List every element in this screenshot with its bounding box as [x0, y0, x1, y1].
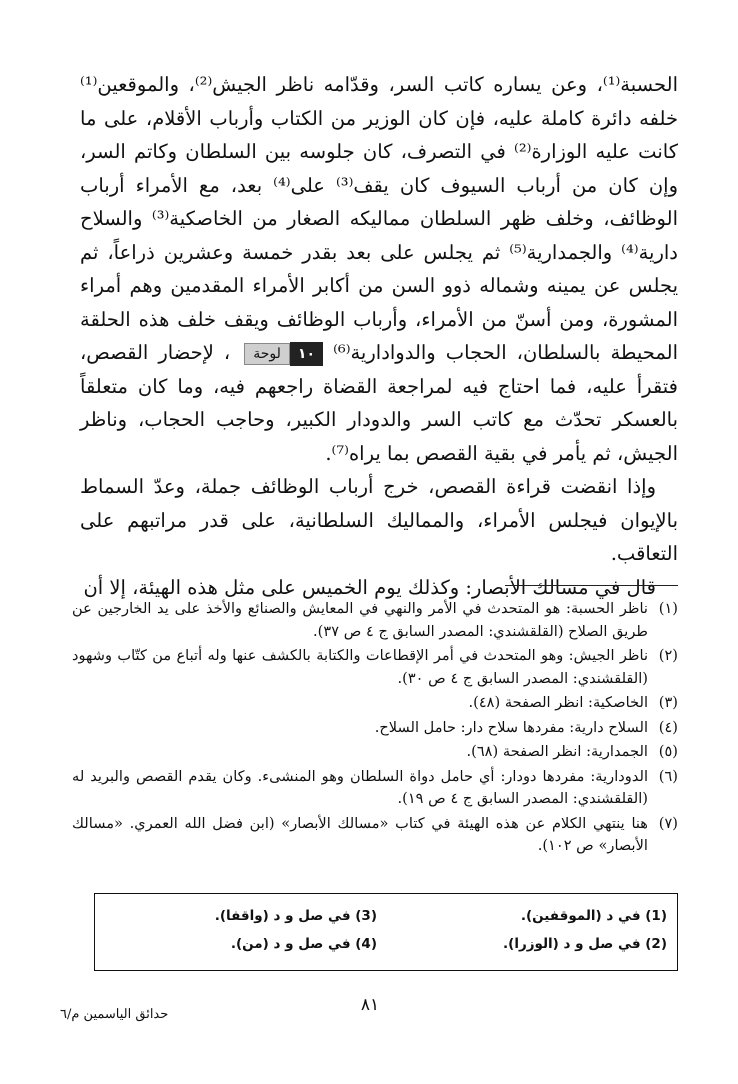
variant-number: (2): [645, 936, 667, 952]
variant-text: في صل و د (الوزرا).: [503, 936, 641, 952]
main-text: [80, 68, 678, 604]
variant-text: في د (الموقفين).: [520, 908, 641, 924]
paragraph-1-continuation: ، لإحضار القصص، فتقرأ عليه، فما احتاج فيه لمراجعة القضاة راجعهم فيه، وما كان متعلقاً بالعسكر تحدّث مع كاتب السر والدودار الكبير، وحاجب الحجاب، وناظر الجيش، ثم يأمر في بقية القصص بما يراه⁽⁷⁾.: [80, 341, 678, 465]
variant-note: [503, 936, 667, 952]
variant-number: (4): [355, 936, 377, 952]
variant-number: (3): [355, 908, 377, 924]
footnotes: [72, 598, 678, 860]
footnote-number: (٧): [658, 814, 678, 832]
footnote-text: الجمدارية: انظر الصفحة (٦٨).: [466, 743, 648, 760]
variant-note: [521, 908, 667, 924]
footnote-text: الخاصكية: انظر الصفحة (٤٨).: [468, 694, 648, 711]
variant-note: [231, 936, 377, 952]
plate-number: ١٠: [290, 342, 323, 366]
footnote: [72, 598, 678, 643]
footnote: [72, 741, 678, 764]
footnote-number: (٢): [658, 647, 678, 664]
variant-number: (1): [645, 908, 667, 924]
plate-reference: [244, 342, 323, 366]
paragraph-1-text: الحسبة⁽¹⁾، وعن يساره كاتب السر، وقدّامه ناظر الجيش⁽²⁾، والموقعين⁽¹⁾ خلفه دائرة كاملة عليه، فإن كان الوزير من الكتاب وأرباب الأقلام، على ما كانت عليه الوزارة⁽²⁾ في التصرف، كان جلوسه بين السلطان وكاتم السر، وإن كان من أرباب السيوف كان يقف⁽³⁾ على⁽⁴⁾ بعد، مع الأمراء أرباب الوظائف، وخلف ظهر السلطان مماليكه الصغار من الخاصكية⁽³⁾ والسلاح دارية⁽⁴⁾ والجمدارية⁽⁵⁾ ثم يجلس على بعد بقدر خمسة وعشرين ذراعاً، ثم يجلس عن يمينه وشماله ذوو السن من أكابر الأمراء المقدمين وهم أمراء المشورة، ومن أسنّ من الأمراء، وأرباب الوظائف ويقف خلف هذه الحلقة المحيطة بالسلطان، الحجاب والدوادارية⁽⁶⁾: [80, 73, 679, 364]
footnote: [72, 645, 678, 690]
footnote: [72, 717, 678, 740]
footnote: [72, 813, 678, 858]
footnote-text: ناظر الجيش: وهو المتحدث في أمر الإقطاعات والكتابة بالكشف عنها وله أتباع من كتّاب وشهود (القلقشندي: المصدر السابق ج ٤ ص ٣٠).: [72, 647, 648, 687]
footnote-number: (٤): [658, 718, 678, 736]
footnote-text: السلاح دارية: مفردها سلاح دار: حامل السلاح.: [374, 718, 648, 736]
variant-note: [215, 908, 377, 924]
footnote: [72, 766, 678, 811]
footnote: [72, 692, 678, 715]
footnote-text: الدودارية: مفردها دودار: أي حامل دواة السلطان وهو المنشىء. وكان يقدم القصص والبريد له (القلقشندي: المصدر السابق ج ٤ ص ١٩).: [72, 767, 648, 807]
footnote-text: ناظر الحسبة: هو المتحدث في الأمر والنهي في المعايش والصنائع والأخذ على يد الخارجين عن طريق الصلاح (القلقشندي: المصدر السابق ج ٤ ص ٣٧).: [72, 600, 648, 640]
running-footer: حدائق الياسمين م/٦: [60, 1007, 169, 1022]
footnote-number: (٦): [658, 767, 678, 785]
footnote-divider: [505, 585, 678, 586]
variant-text: في صل و د (من).: [230, 936, 351, 952]
variant-text: في صل و د (واقفا).: [214, 908, 351, 924]
paragraph-1: [80, 68, 678, 470]
footnote-number: (١): [658, 600, 678, 617]
page-number: ٨١: [360, 995, 380, 1015]
footnote-number: (٣): [658, 694, 678, 711]
footnote-number: (٥): [658, 743, 678, 760]
paragraph-2: وإذا انقضت قراءة القصص، خرج أرباب الوظائف جملة، وعدّ السماط بالإيوان فيجلس الأمراء، والمماليك السلطانية، على قدر مراتبهم على التعاقب.: [80, 475, 678, 565]
manuscript-variants-box: [94, 893, 678, 971]
paragraph-3: قال في مسالك الأبصار: وكذلك يوم الخميس على مثل هذه الهيئة، إلا أن: [83, 575, 656, 599]
plate-label: لوحة: [244, 343, 290, 365]
footnote-text: هنا ينتهي الكلام عن هذه الهيئة في كتاب «مسالك الأبصار» (ابن فضل الله العمري. «مسالك الأبصار» ص ١٠٢).: [72, 814, 648, 854]
